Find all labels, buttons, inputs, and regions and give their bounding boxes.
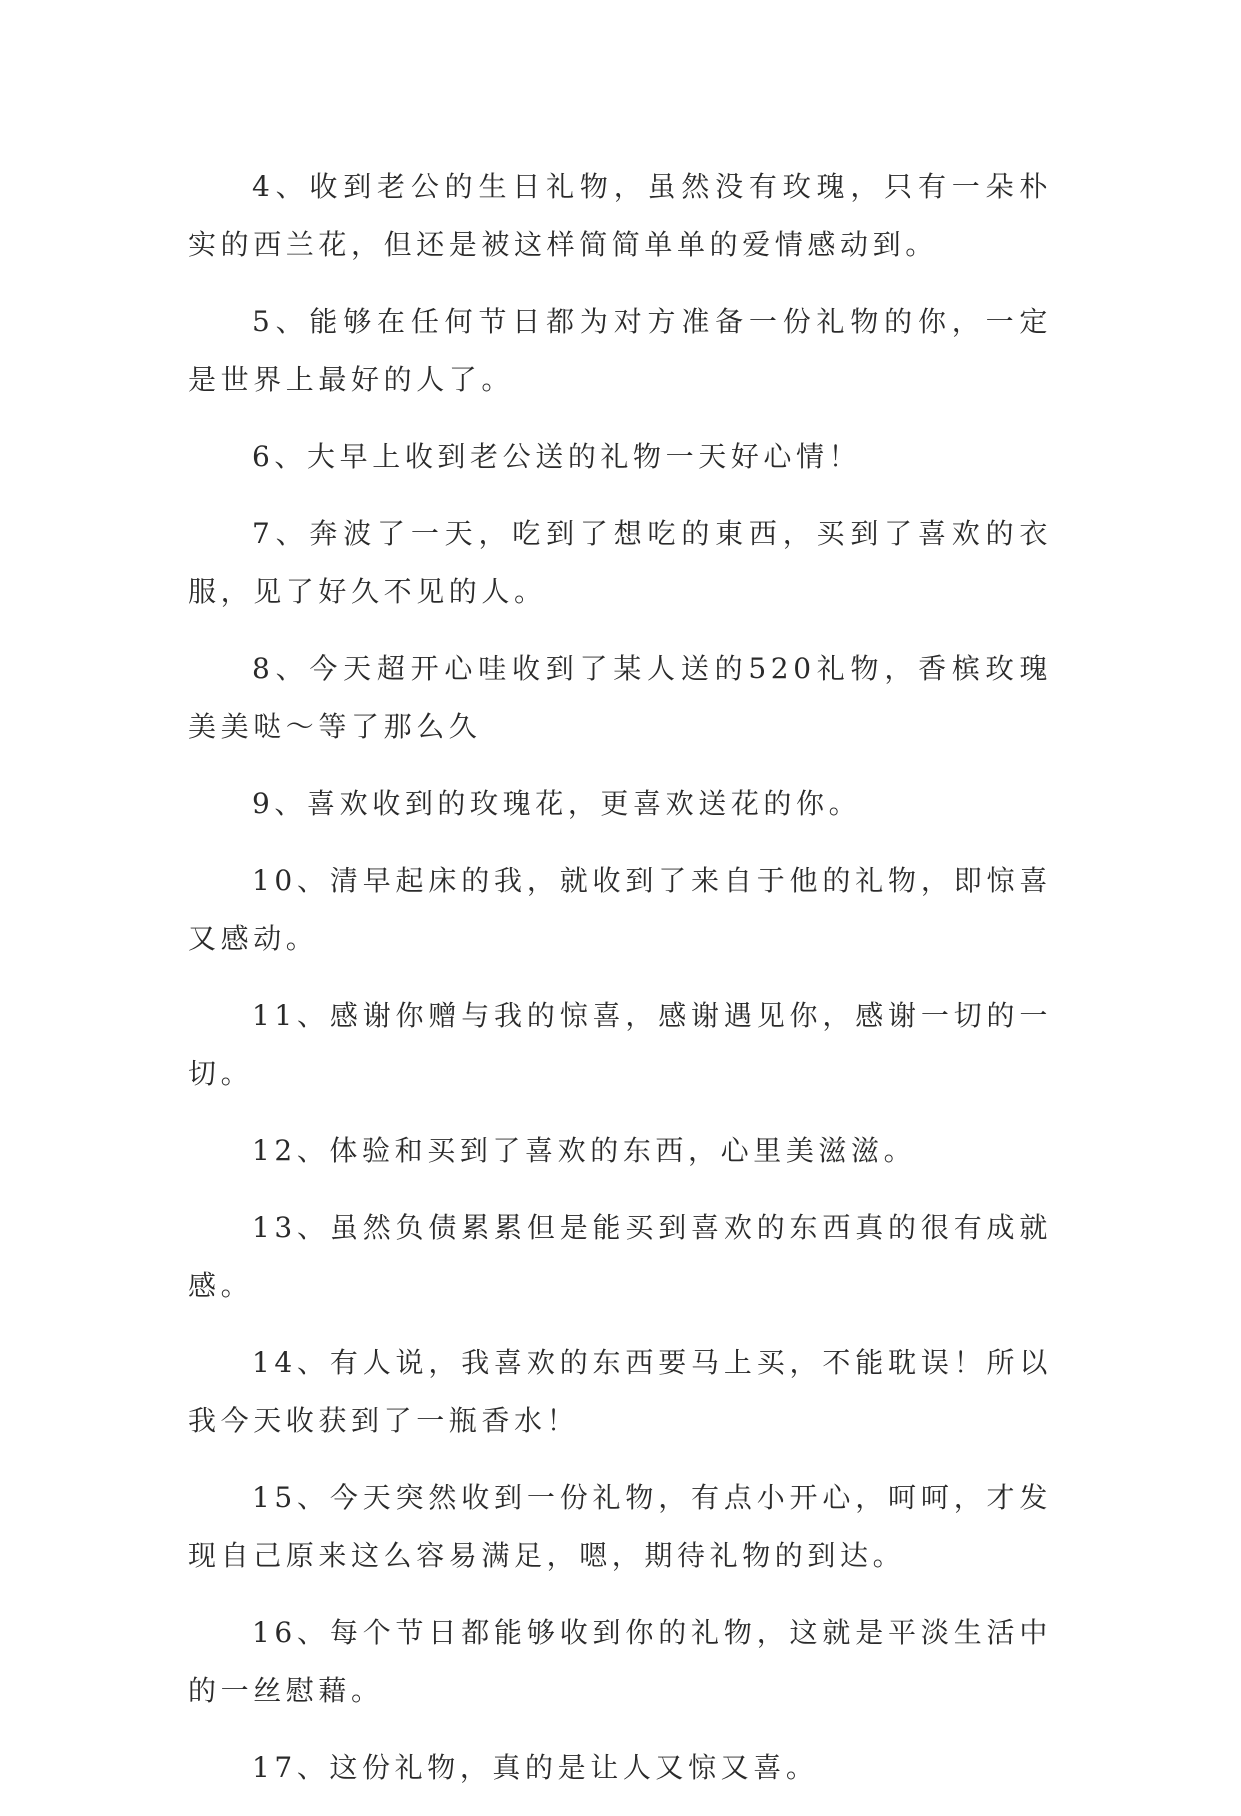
document-body (188, 158, 1052, 1816)
paragraph-7: 7、奔波了一天，吃到了想吃的東西，买到了喜欢的衣服，见了好久不见的人。 (188, 517, 1052, 608)
paragraph-12: 12、体验和买到了喜欢的东西，心里美滋滋。 (252, 1134, 917, 1167)
paragraph-13: 13、虽然负债累累但是能买到喜欢的东西真的很有成就感。 (188, 1211, 1052, 1302)
paragraph-5: 5、能够在任何节日都为对方准备一份礼物的你，一定是世界上最好的人了。 (188, 305, 1052, 396)
paragraph-11: 11、感谢你赠与我的惊喜，感谢遇见你，感谢一切的一切。 (188, 999, 1052, 1090)
paragraph-17: 17、这份礼物，真的是让人又惊又喜。 (252, 1751, 819, 1784)
paragraph-4: 4、收到老公的生日礼物，虽然没有玫瑰，只有一朵朴实的西兰花，但还是被这样简简单单的爱情感动到。 (188, 170, 1052, 261)
paragraph-10: 10、清早起床的我，就收到了来自于他的礼物，即惊喜又感动。 (188, 864, 1052, 955)
paragraph-9: 9、喜欢收到的玫瑰花，更喜欢送花的你。 (252, 787, 862, 820)
paragraph-15: 15、今天突然收到一份礼物，有点小开心，呵呵，才发现自己原来这么容易满足，嗯，期待礼物的到达。 (188, 1481, 1052, 1572)
paragraph-14: 14、有人说，我喜欢的东西要马上买，不能耽误！所以我今天收获到了一瓶香水！ (188, 1346, 1052, 1437)
paragraph-16: 16、每个节日都能够收到你的礼物，这就是平淡生活中的一丝慰藉。 (188, 1616, 1052, 1707)
paragraph-8: 8、今天超开心哇收到了某人送的520礼物，香槟玫瑰美美哒～等了那么久 (188, 652, 1052, 743)
paragraph-6: 6、大早上收到老公送的礼物一天好心情！ (252, 440, 862, 473)
